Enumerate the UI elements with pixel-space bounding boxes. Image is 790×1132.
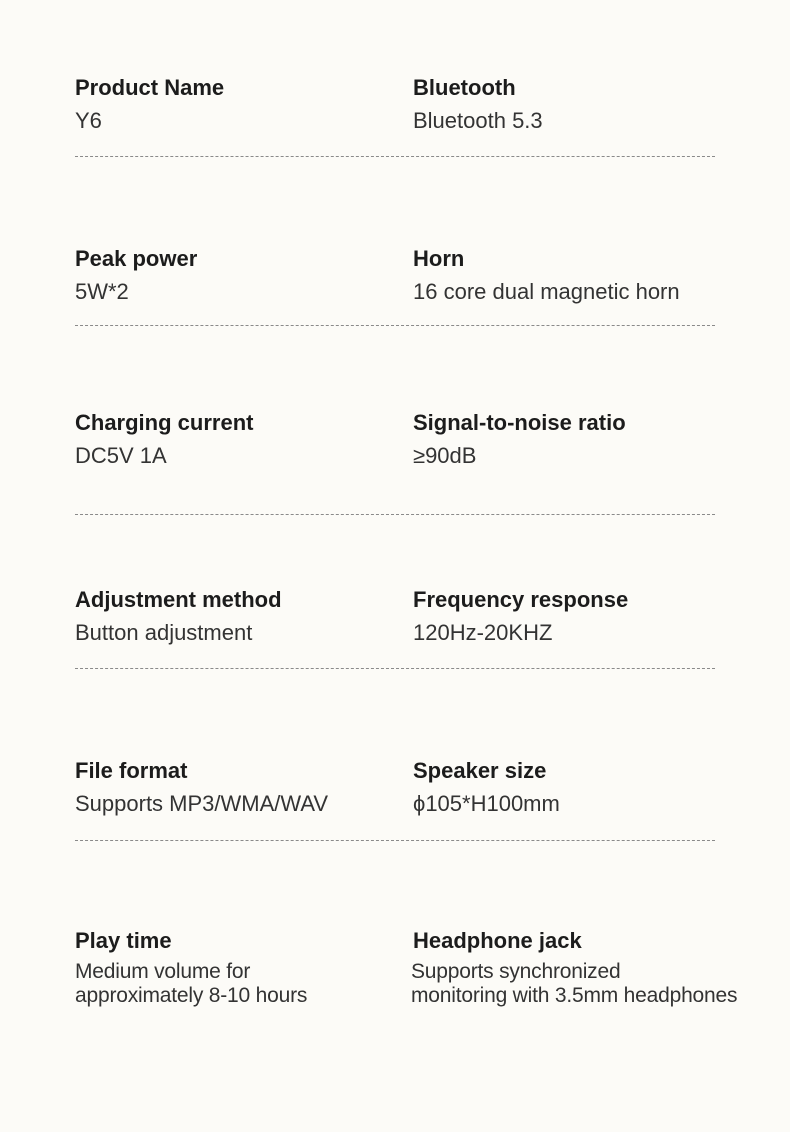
spec-adjustment-method xyxy=(75,587,282,646)
spec-label: Product Name xyxy=(75,75,225,100)
spec-value-line: Supports synchronized xyxy=(411,960,621,983)
spec-value: Supports MP3/WMA/WAV xyxy=(75,791,329,816)
spec-value-line: Medium volume for xyxy=(75,960,251,983)
spec-label: Charging current xyxy=(75,410,254,435)
spec-value: 120Hz-20KHZ xyxy=(413,620,553,645)
spec-charging-current xyxy=(75,410,253,469)
spec-label: Frequency response xyxy=(413,587,629,612)
spec-label: Signal-to-noise ratio xyxy=(413,410,626,435)
spec-label: Headphone jack xyxy=(413,928,582,953)
spec-peak-power xyxy=(75,246,197,305)
spec-file-format xyxy=(75,758,328,817)
spec-label: Bluetooth xyxy=(413,75,516,100)
spec-product-name xyxy=(75,75,224,134)
spec-bluetooth xyxy=(413,75,543,134)
spec-value: Y6 xyxy=(75,108,102,133)
spec-frequency-response xyxy=(413,587,628,646)
spec-label: Horn xyxy=(413,246,465,271)
row-divider xyxy=(75,514,715,515)
spec-value-line: approximately 8-10 hours xyxy=(75,984,308,1007)
row-divider xyxy=(75,156,715,157)
spec-signal-to-noise xyxy=(413,410,626,469)
row-divider xyxy=(75,840,715,841)
spec-label: Speaker size xyxy=(413,758,547,783)
spec-value: ≥90dB xyxy=(413,443,477,468)
spec-speaker-size xyxy=(413,758,560,817)
spec-headphone-jack xyxy=(411,928,737,1008)
spec-label: Play time xyxy=(75,928,172,953)
spec-value: DC5V 1A xyxy=(75,443,167,468)
spec-play-time xyxy=(75,928,307,1008)
row-divider xyxy=(75,668,715,669)
spec-value: Button adjustment xyxy=(75,620,253,645)
spec-value: 5W*2 xyxy=(75,279,129,304)
spec-value: ϕ105*H100mm xyxy=(413,791,560,816)
spec-label: Adjustment method xyxy=(75,587,282,612)
spec-value: 16 core dual magnetic horn xyxy=(413,279,680,304)
spec-label: File format xyxy=(75,758,188,783)
row-divider xyxy=(75,325,715,326)
spec-label: Peak power xyxy=(75,246,198,271)
spec-value-line: monitoring with 3.5mm headphones xyxy=(411,984,738,1007)
spec-value: Bluetooth 5.3 xyxy=(413,108,543,133)
spec-horn xyxy=(413,246,680,305)
